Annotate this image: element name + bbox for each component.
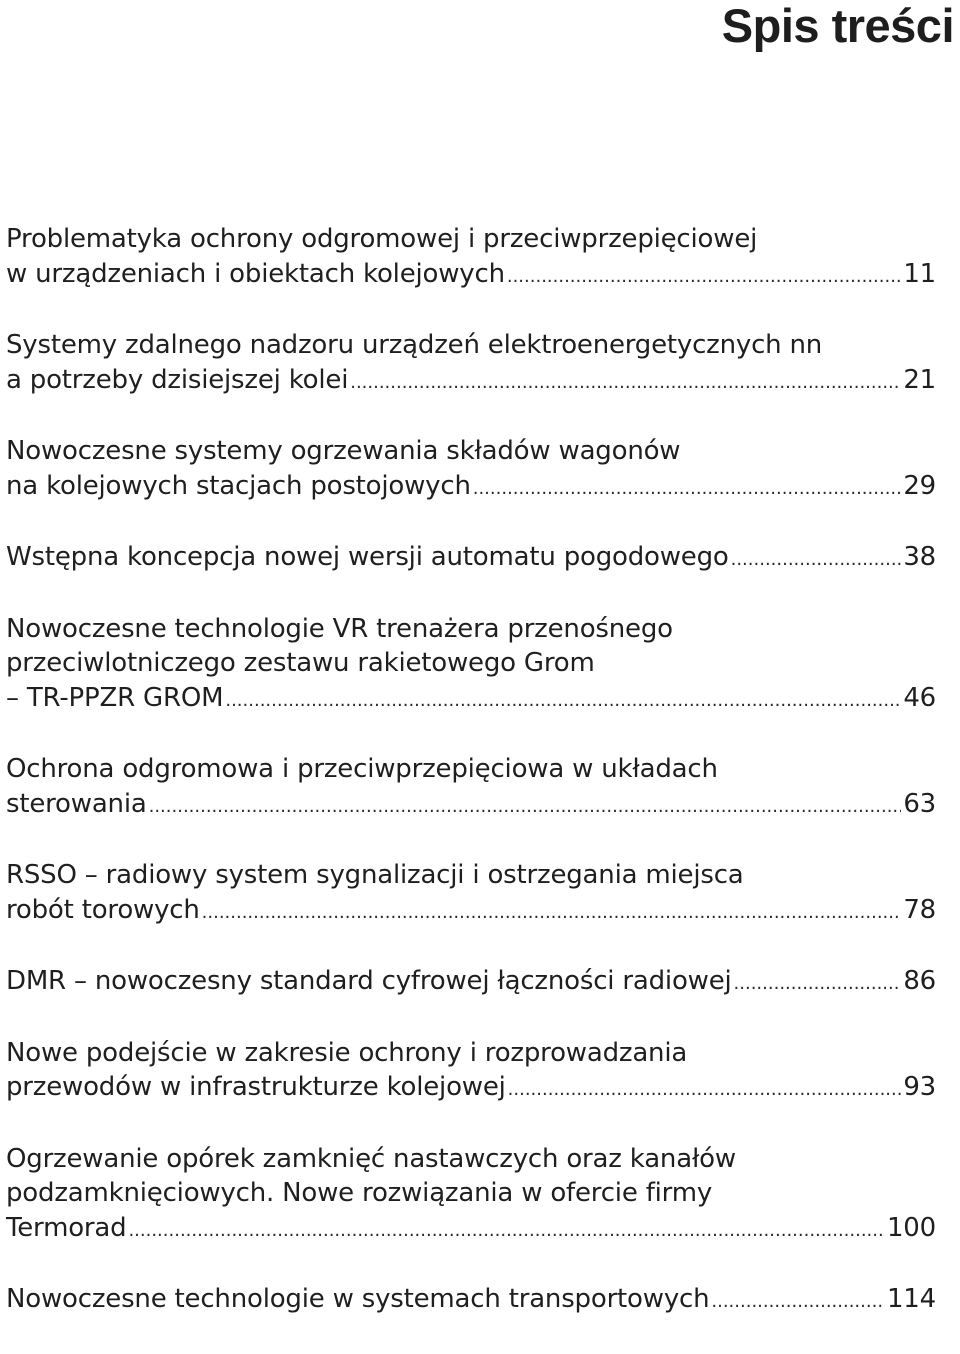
table-of-contents [6,222,936,1354]
toc-entry-title-line: robót torowych [6,894,200,925]
toc-entry-title-line: sterowania [6,788,147,819]
dot-leader [225,684,901,719]
dot-leader [711,1285,885,1320]
toc-entry-title-line: Problematyka ochrony odgromowej i przeciwprzepięciowej [6,224,758,254]
toc-entry-last-line [6,893,936,931]
toc-entry [6,1282,936,1320]
toc-entry-title-line: na kolejowych stacjach postojowych [6,470,471,501]
toc-page-number: 21 [903,364,936,395]
toc-page-number: 29 [903,470,936,501]
toc-entry [6,1036,936,1108]
toc-entry-title-line: przewodów w infrastrukturze kolejowej [6,1072,506,1102]
dot-leader [202,896,902,931]
toc-entry [6,964,936,1002]
toc-entry [6,612,936,719]
toc-entry-title-line: Ochrona odgromowa i przeciwprzepięciowa w układach [6,754,718,784]
dot-leader [149,790,902,825]
toc-entry-last-line [6,787,936,825]
toc-entry-title-line: Nowe podejście w zakresie ochrony i rozprowadzania [6,1037,688,1068]
toc-entry-title-line: Wstępna koncepcja nowej wersji automatu pogodowego [6,542,729,572]
toc-entry-title-line: Nowoczesne technologie w systemach transportowych [6,1284,710,1314]
toc-page-number: 78 [903,894,936,925]
dot-leader [473,472,902,507]
toc-entry-last-line [6,1282,936,1320]
toc-page-number: 63 [903,788,936,819]
toc-page-number: 114 [886,1284,936,1314]
toc-page-number: 93 [903,1072,936,1102]
toc-entry [6,434,936,506]
dot-leader [507,260,901,295]
dot-leader [350,366,901,401]
dot-leader [731,543,902,578]
dot-leader [508,1073,902,1108]
toc-entry-title-line: Nowoczesne systemy ogrzewania składów wagonów [6,436,681,466]
dot-leader [128,1214,885,1249]
toc-entry-last-line [6,1070,936,1108]
toc-entry-title-line: podzamknięciowych. Nowe rozwiązania w ofercie firmy [6,1178,713,1208]
toc-entry [6,222,936,294]
toc-entry-last-line [6,964,936,1002]
toc-page-number: 38 [903,542,936,572]
toc-page-number: 46 [903,682,936,713]
toc-entry-last-line [6,540,936,578]
toc-entry [6,540,936,578]
toc-entry-last-line [6,1211,936,1249]
toc-entry-last-line [6,257,936,295]
toc-entry-title-line: Nowoczesne technologie VR trenażera przenośnego [6,613,673,644]
toc-entry [6,858,936,930]
page-title: Spis treści [721,0,954,52]
toc-entry-title-line: a potrzeby dzisiejszej kolei [6,364,349,395]
toc-entry-title-line: w urządzeniach i obiektach kolejowych [6,258,505,289]
toc-entry [6,328,936,400]
toc-entry-title-line: DMR – nowoczesny standard cyfrowej łączności radiowej [6,966,732,996]
toc-entry-title-line: RSSO – radiowy system sygnalizacji i ostrzegania miejsca [6,860,744,890]
toc-entry-title-line: – TR-PPZR GROM [6,682,224,713]
toc-entry-last-line [6,363,936,401]
toc-entry [6,752,936,824]
toc-page-number: 11 [903,258,936,289]
toc-entry-title-line: przeciwlotniczego zestawu rakietowego Grom [6,648,595,678]
toc-entry [6,1142,936,1249]
toc-page-number: 86 [903,966,936,996]
toc-entry-title-line: Systemy zdalnego nadzoru urządzeń elektroenergetycznych nn [6,330,823,360]
dot-leader [734,967,902,1002]
toc-page-number: 100 [886,1212,936,1243]
toc-entry-title-line: Termorad [6,1212,127,1243]
toc-entry-last-line [6,681,936,719]
toc-entry-last-line [6,469,936,507]
toc-entry-title-line: Ogrzewanie opórek zamknięć nastawczych oraz kanałów [6,1143,736,1174]
